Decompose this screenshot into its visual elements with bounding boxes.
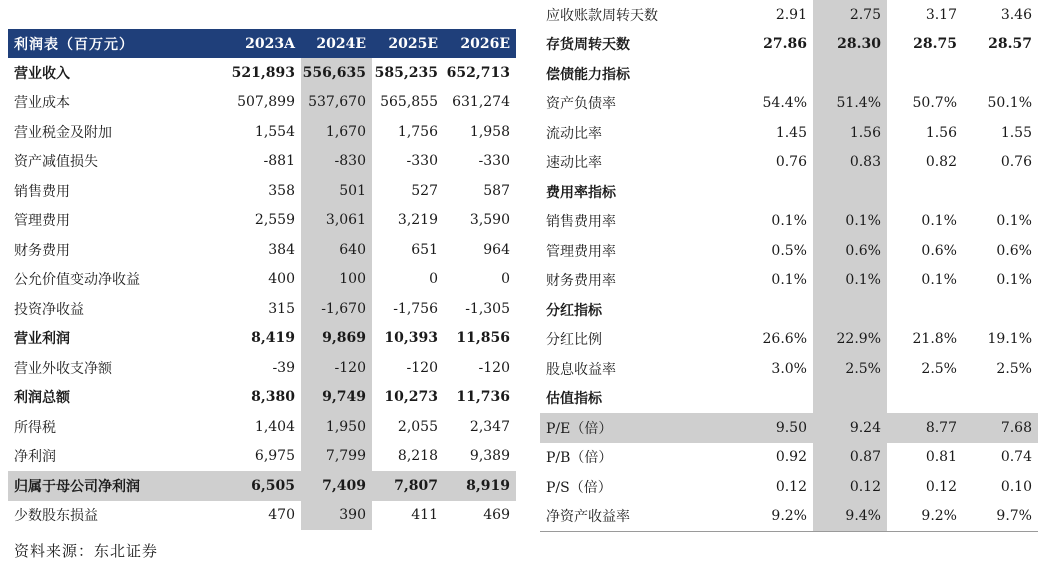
row-value: 1.56 — [813, 118, 887, 148]
table-row — [8, 88, 516, 118]
row-value: 470 — [268, 507, 295, 524]
row-label: P/E（倍） — [540, 413, 738, 443]
row-value: 0.10 — [1000, 478, 1032, 495]
row-value: 0.12 — [775, 478, 807, 495]
table-row — [8, 471, 516, 501]
row-value: 54.4% — [762, 95, 807, 112]
row-value: -39 — [272, 359, 295, 376]
section-title: 分红指标 — [546, 302, 602, 319]
table-row — [540, 89, 1038, 119]
header-year: 2025E — [372, 29, 444, 58]
row-value: 0.1% — [996, 272, 1032, 289]
row-label: 资产负债率 — [546, 96, 616, 113]
table-row — [540, 354, 1038, 384]
row-value: 565,855 — [380, 94, 438, 111]
header-year: 2024E — [301, 29, 372, 58]
section-header-row — [540, 384, 1038, 414]
row-value: 0.76 — [775, 154, 807, 171]
table-row — [540, 443, 1038, 473]
row-label: 财务费用 — [14, 242, 70, 259]
section-title: 偿债能力指标 — [546, 66, 630, 83]
row-label: 归属于母公司净利润 — [8, 471, 230, 501]
row-label: P/B（倍） — [546, 450, 613, 467]
row-value: 1,958 — [469, 123, 510, 140]
row-value: 527 — [411, 182, 438, 199]
table-header-row — [8, 29, 516, 58]
row-label: 销售费用率 — [546, 214, 616, 231]
row-value: 0.12 — [925, 478, 957, 495]
row-value: 0.1% — [813, 266, 887, 296]
row-value: 521,893 — [231, 64, 295, 81]
row-value: 2.91 — [775, 6, 807, 23]
row-value: 640 — [301, 235, 372, 265]
row-label: 分红比例 — [546, 332, 602, 349]
row-value: 1.55 — [1000, 124, 1032, 141]
row-value: 384 — [268, 241, 295, 258]
row-value: 315 — [268, 300, 295, 317]
row-label: 流动比率 — [546, 125, 602, 142]
table-row — [8, 117, 516, 147]
row-value: 0.81 — [925, 449, 957, 466]
row-value: 9.4% — [813, 502, 887, 532]
row-value: 1,756 — [397, 123, 438, 140]
header-title: 利润表（百万元） — [8, 29, 230, 58]
row-value: 2.5% — [813, 354, 887, 384]
table-row — [8, 176, 516, 206]
row-value: 2.5% — [996, 360, 1032, 377]
row-value: 587 — [483, 182, 510, 199]
row-value: 411 — [411, 507, 438, 524]
row-value: 0.1% — [771, 213, 807, 230]
row-label: 股息收益率 — [546, 361, 616, 378]
row-value: 9,389 — [469, 448, 510, 465]
table-row — [8, 265, 516, 295]
row-value: -1,305 — [465, 300, 510, 317]
section-title: 费用率指标 — [546, 184, 616, 201]
table-row — [8, 383, 516, 413]
income-statement-table — [8, 29, 516, 530]
table-row — [8, 206, 516, 236]
row-label: 营业利润 — [14, 331, 70, 348]
row-value — [887, 177, 963, 207]
row-value: 0.1% — [813, 207, 887, 237]
row-value: 1,404 — [254, 418, 295, 435]
row-value: 469 — [483, 507, 510, 524]
row-label: 少数股东损益 — [14, 508, 98, 525]
row-value — [887, 295, 963, 325]
row-value: 9.24 — [813, 413, 887, 443]
row-value: 652,713 — [446, 64, 510, 81]
row-label: 销售费用 — [14, 183, 70, 200]
row-value: 0.92 — [775, 449, 807, 466]
row-value: 2,559 — [254, 212, 295, 229]
row-label: 公允价值变动净收益 — [14, 272, 140, 289]
row-value: 0 — [429, 271, 438, 288]
table-row — [540, 148, 1038, 178]
row-value — [738, 59, 813, 89]
row-value: -120 — [478, 359, 510, 376]
row-label: 应收账款周转天数 — [546, 7, 658, 24]
table-row — [540, 236, 1038, 266]
table-row — [540, 502, 1038, 532]
table-row — [8, 324, 516, 354]
row-value: 964 — [483, 241, 510, 258]
row-value: 9,749 — [301, 383, 372, 413]
row-value — [887, 384, 963, 414]
row-value: 400 — [268, 271, 295, 288]
row-label: 利润总额 — [14, 390, 70, 407]
financial-ratios-table — [540, 0, 1038, 532]
row-value: -881 — [263, 153, 295, 170]
row-label: 存货周转天数 — [546, 37, 630, 54]
row-value — [963, 384, 1038, 414]
source-note: 资料来源：东北证券 — [14, 542, 159, 560]
row-value: 651 — [411, 241, 438, 258]
row-value: 0.1% — [771, 272, 807, 289]
row-value: 9.7% — [963, 502, 1038, 532]
row-value: 631,274 — [452, 94, 510, 111]
row-value: 8,919 — [444, 471, 516, 501]
header-year: 2026E — [444, 29, 516, 58]
table-row — [540, 30, 1038, 60]
row-value: 556,635 — [301, 58, 372, 88]
row-value — [963, 177, 1038, 207]
table-row — [540, 118, 1038, 148]
row-value: 11,856 — [456, 330, 510, 347]
row-value: -830 — [301, 147, 372, 177]
section-header-row — [540, 295, 1038, 325]
row-value: 501 — [301, 176, 372, 206]
row-value — [887, 59, 963, 89]
row-label: 投资净收益 — [14, 301, 84, 318]
row-label: 资产减值损失 — [14, 154, 98, 171]
row-value: 3.46 — [1000, 6, 1032, 23]
row-label: 营业成本 — [14, 95, 70, 112]
row-label: 管理费用率 — [546, 243, 616, 260]
row-label: 营业外收支净额 — [14, 360, 112, 377]
row-value: 3.17 — [925, 6, 957, 23]
row-value — [738, 384, 813, 414]
row-label: 财务费用率 — [546, 273, 616, 290]
row-value: 8.77 — [887, 413, 963, 443]
income-statement-body — [8, 29, 516, 530]
row-value: 6,975 — [254, 448, 295, 465]
row-value: 0.74 — [1000, 449, 1032, 466]
row-value: 8,419 — [251, 330, 295, 347]
row-value: 7,409 — [301, 471, 372, 501]
row-value: 19.1% — [987, 331, 1032, 348]
table-row — [8, 147, 516, 177]
row-value: 6,505 — [230, 471, 301, 501]
row-value: 390 — [301, 501, 372, 531]
table-row — [8, 501, 516, 531]
row-value: 28.30 — [813, 30, 887, 60]
table-row — [8, 442, 516, 472]
row-value: 0.87 — [813, 443, 887, 473]
row-value: 0.5% — [771, 242, 807, 259]
row-label: 营业税金及附加 — [14, 124, 112, 141]
row-label: 管理费用 — [14, 213, 70, 230]
header-year: 2023A — [230, 29, 301, 58]
table-row — [540, 207, 1038, 237]
row-label: P/S（倍） — [546, 479, 612, 496]
row-value: 9,869 — [301, 324, 372, 354]
row-value: 3,061 — [301, 206, 372, 236]
row-value: -1,670 — [301, 294, 372, 324]
row-value: 1,950 — [301, 412, 372, 442]
table-row — [540, 0, 1038, 30]
row-value: 28.57 — [988, 36, 1032, 53]
row-label: 速动比率 — [546, 155, 602, 172]
row-value — [963, 59, 1038, 89]
row-value: 2.5% — [921, 360, 957, 377]
table-row — [8, 294, 516, 324]
row-value: 0.83 — [813, 148, 887, 178]
row-value: 3,219 — [397, 212, 438, 229]
row-value: 7,799 — [301, 442, 372, 472]
row-value: -120 — [406, 359, 438, 376]
row-value: 9.50 — [738, 413, 813, 443]
row-value: 0.1% — [921, 213, 957, 230]
row-value: 1,670 — [301, 117, 372, 147]
row-value: -120 — [301, 353, 372, 383]
row-value: 0.6% — [996, 242, 1032, 259]
row-value: 8,380 — [251, 389, 295, 406]
row-value — [738, 295, 813, 325]
row-value: 21.8% — [912, 331, 957, 348]
table-row — [540, 413, 1038, 443]
table-row — [540, 325, 1038, 355]
row-value: 0.82 — [925, 154, 957, 171]
row-value: 10,273 — [384, 389, 438, 406]
row-value: -1,756 — [393, 300, 438, 317]
table-row — [8, 412, 516, 442]
row-value: 7.68 — [963, 413, 1038, 443]
row-value: -330 — [406, 153, 438, 170]
row-value: 0 — [501, 271, 510, 288]
row-value: 7,807 — [372, 471, 444, 501]
row-value — [738, 177, 813, 207]
row-value: 1,554 — [254, 123, 295, 140]
row-value: 0.76 — [1000, 154, 1032, 171]
financial-ratios-body — [540, 0, 1038, 532]
row-value: 0.12 — [813, 472, 887, 502]
row-value: 0.6% — [921, 242, 957, 259]
row-value: 11,736 — [456, 389, 510, 406]
row-value: 358 — [268, 182, 295, 199]
row-value — [813, 384, 887, 414]
row-value: 2,347 — [469, 418, 510, 435]
table-row — [8, 235, 516, 265]
row-label: 所得税 — [14, 419, 56, 436]
row-value: 26.6% — [762, 331, 807, 348]
row-value: -330 — [478, 153, 510, 170]
section-title: 估值指标 — [546, 391, 602, 408]
row-value: 537,670 — [301, 88, 372, 118]
row-value: 1.56 — [925, 124, 957, 141]
row-value: 0.1% — [921, 272, 957, 289]
row-value: 3.0% — [771, 360, 807, 377]
row-value — [813, 295, 887, 325]
row-value: 8,218 — [397, 448, 438, 465]
row-value: 0.1% — [996, 213, 1032, 230]
row-label: 净资产收益率 — [540, 502, 738, 532]
row-value — [963, 295, 1038, 325]
row-value: 507,899 — [237, 94, 295, 111]
row-value: 9.2% — [887, 502, 963, 532]
table-row — [540, 266, 1038, 296]
table-row — [8, 58, 516, 88]
row-value: 28.75 — [913, 36, 957, 53]
row-value: 0.6% — [813, 236, 887, 266]
row-value: 585,235 — [374, 64, 438, 81]
row-value: 100 — [301, 265, 372, 295]
row-value: 3,590 — [469, 212, 510, 229]
row-value: 50.1% — [987, 95, 1032, 112]
row-value — [813, 59, 887, 89]
row-value: 2,055 — [397, 418, 438, 435]
row-value: 22.9% — [813, 325, 887, 355]
row-value: 51.4% — [813, 89, 887, 119]
row-value: 10,393 — [384, 330, 438, 347]
section-header-row — [540, 177, 1038, 207]
row-value — [813, 177, 887, 207]
row-value: 27.86 — [763, 36, 807, 53]
row-value: 9.2% — [738, 502, 813, 532]
table-row — [540, 472, 1038, 502]
row-value: 50.7% — [912, 95, 957, 112]
table-row — [8, 353, 516, 383]
row-value: 1.45 — [775, 124, 807, 141]
row-label: 净利润 — [14, 449, 56, 466]
row-label: 营业收入 — [14, 65, 70, 82]
row-value: 2.75 — [813, 0, 887, 30]
section-header-row — [540, 59, 1038, 89]
